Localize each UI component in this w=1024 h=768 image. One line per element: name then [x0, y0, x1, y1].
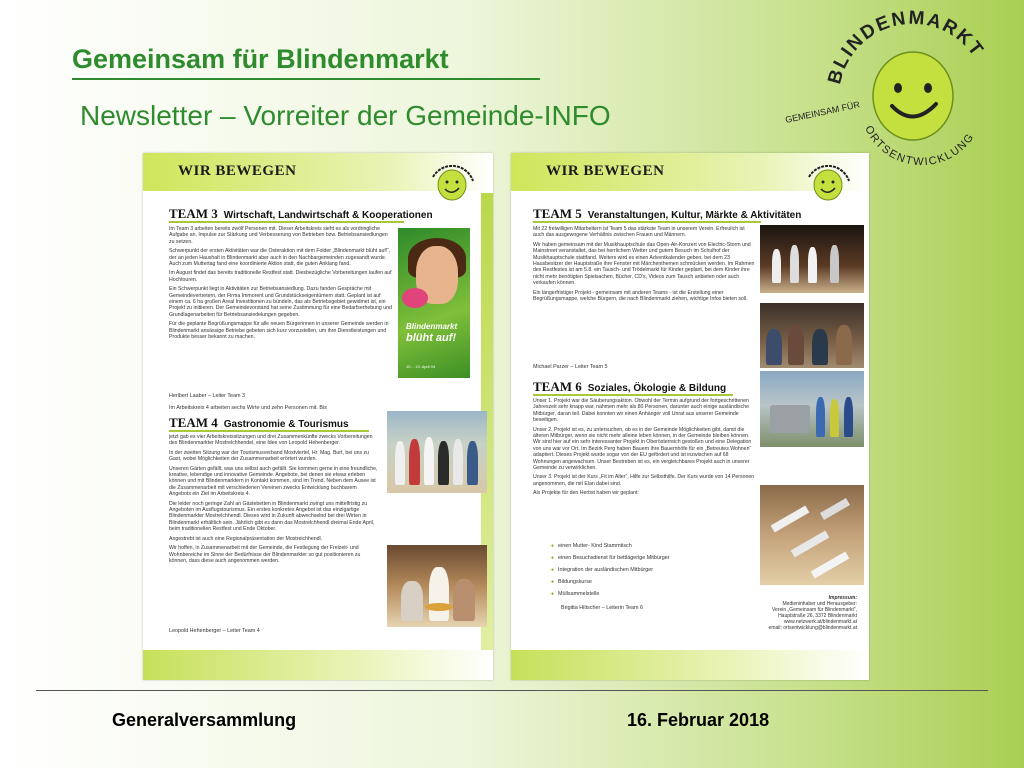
plan-item: ● einen Mutter- Kind Stammtisch [551, 543, 632, 549]
team5-text: Mit 22 freiwilligen Mitarbeitern ist Team 5 das stärkste Team in unserem Verein. Erfreulich ist auch das ausgewogene Verhältnis zwischen Frauen und Männern. Wir haben gemeinsam mit der Musikhauptschule das Open-Air-Konzert von Electric-Storm und Mainstreet veranstaltet, das bei herrlichem Wetter und gutem Besuch im Schulhof der Musikhauptschule stattfand. Weiters wird es einen Adventkalender geben, bei dem 23 Hausbesitzer der Hauptstraße ihre Fenster mit Märchenthemen schmücken werden. Im Rahmen des Restfestes ist am 5.8. ein Tausch- und Trödelmarkt für Kinder geplant, bei dem Kinder ihre nicht mehr benötigten Spielsachen, Bücher, CD's, Videos zum Tausch anbieten oder auch verkaufen können. Ein längerfristiger Projekt - gemeinsam mit anderen Teams - ist die Erstellung einer Begrüßungsmappe, welche Bürgern, die nach Blindenmarkt ziehen, wichtige Infos bieten soll. [533, 226, 755, 303]
smiley-face-icon [873, 52, 953, 140]
promo-flyer-image [398, 228, 470, 378]
team6-rule [533, 394, 733, 396]
team5-heading: TEAM 5 Veranstaltungen, Kultur, Märkte & Aktivitäten [533, 206, 802, 221]
team4-rule [169, 430, 369, 432]
page-footer-bar [511, 650, 869, 680]
team5-signature: Michael Parzer – Leiter Team 5 [533, 364, 608, 370]
dinner-photo [387, 545, 487, 627]
team6-text: Unser 1. Projekt war die Säuberungsaktion. Obwohl der Termin aufgrund der fortgeschrittenen Jahreszeit sehr knapp war, nahmen mehr als 80 Personen, darunter auch einige ausländische Mitbürger, daran teil. Dabei konnten wir einen Anhänger voll Unrat aus unserer Gemeinde beseitigen. Unser 2. Projekt ist es, zu untersuchen, ob es in der Gemeinde Möglichkeiten gibt, damit die älteren Mitbürger, wenn sie nicht mehr alleine leben können, in der Gemeinde bleiben können. Wir sind hier auf ein sehr interessanter Projekt in Oberösterreich gestoßen und eine Delegation von uns war vor Ort. Im Bezirk Perg haben Bauern ihre Bauernhöfe für ein „Betreutes Wohnen“ adaptiert. Dieses Projekt wurde sogar von der EU gefördert und ist inzwischen auf 68 Wohnungen angewachsen. Unser Bestreben ist es, ein vergleichbares Projekt auch in unserer Gemeinde zu verwirklichen. Unser 3. Projekt ist der Kurs „Fit im Alter“, Hilfe zur Selbsthilfe. Der Kurs wurde von 14 Personen angenommen, die mit Elan dabei sind. Als Projekte für den Herbst haben wir geplant: [533, 398, 755, 497]
plan-item: ● Integration der ausländischen Mitbürger [551, 567, 653, 573]
team6-signature: Brigitta Hiltscher – Leiterin Team 6 [561, 605, 643, 611]
plan-item: ● einen Besuchsdienst für bettlägerige Mitbürger [551, 555, 670, 561]
team4-text: jetzt gab es vier Arbeitskreissitzungen und drei Zusammenkünfte zwecks Vorbereitungen des Blindenmarkter Mostrelchhendel, eine Idee von Leopold Hehenberger. In der zweiten Sitzung war der Tourismusverband Mostviertel, Hr. Mag. Burt, bei uns zu Gast, wobei Möglichkeiten der Zusammenarbeit erörtert wurden. Unseren Gärten gefällt, was uns selbst auch gefällt. Sie kommen gerne in eine freundliche, kreative, lebendige und innovative Gemeinde. Angebote, bei denen sie etwas erleben können und mit Blindenmarktern in Kontakt kommen, sind im Trend. Neben dem Ausee ist die Zusammenarbeit mit verschiedenen Vereinen zwecks Entwicklung buchbarem Angebots ein Ziel im Arbeitskreis 4. Die leider noch geringe Zahl an Gästebetten in Blindenmarkt zwingt uns mittelfristig zu Angeboten im Ausflugstourismus. Ein erstes konkretes Angebot ist das einzigartige Blindenmarkter Mostrelchhendl. Dieses wird in Zukunft abwechselnd bei drei Wirten in Blindenmarkt erhältlich sein. Jährlich gibt es dann das Mostrelchhendl dreimal Ende April, beim traditionellen Restfest und Ende Oktober. Angestrebt ist auch eine Regionalpräsentation der Mostreichhendl. Wir hoffen, in Zusammenarbeit mit der Gemeinde, die Festlegung der Freizeit- und Wohnbereiche im Sinne der Bedürfnisse der Blindenmarkter so gut positionieren zu können, dass diese auch angenommen werden. [169, 434, 378, 564]
title-underline [72, 78, 540, 80]
team3-text: Im Team 3 arbeiten bereits zwölf Personen mit. Dieser Arbeitskreis sieht es als vordringliche Aufgabe an, Impulse zur Stärkung und Verbesserung von Betrieben bzw. Betriebsansiedlungen zu setzen. Schwerpunkt der ersten Aktivitäten war die Osteraktion mit dem Folder „Blindenmarkt blüht auf!“, der an jeden Haushalt in Blindenmarkt aber auch in den Nachbargemeinden zugesandt wurde. Auch zum Muttertag fand eine koordinierte Aktion statt, die guten Anklang fand. Im August findet das bereits traditionelle Restfest statt. Diesbezügliche Vorbereitungen laufen auf Hochtouren. Ein Schwerpunkt liegt in Aktivitäten zur Betriebsansiedlung. Dazu fanden Gespräche mit Gemeindevertretern, der Firma Immorent und Grundstückseigentümern statt. Geplant ist auf einem ca. 6 ha großen Areal Investitionen zu bündeln, das als Betriebsgebiet gewidmet ist, ein Projekt zu initiieren. Der Gemeindevorstand hat seine Zustimmung für eine Bedarfserhebung und Grundlagenarbeiten für Betriebsansiedelungen gegeben. Für die geplante Begrüßungsmappe für alle neuen Bürgerinnen in unserer Gemeinde werden in Blindenmarkt ansässige Betriebe gebeten sich kurz vorzustellen, um ihre Dienstleistungen und Produkte besser bekannt zu machen. [169, 226, 392, 341]
promo-date: 10. - 13. April 04 [406, 364, 436, 369]
promo-line2: blüht auf! [406, 332, 457, 344]
footer-event: Generalversammlung [112, 710, 297, 730]
impressum-block: Impressum: Medieninhaber und Herausgeber: Verein „Gemeinsam für Blindenmarkt“, Hauptstraße 26, 3372 Blindenmarkt www.netzwerk.at/blindenmarkt.at email: ortsentwicklung@blindenmarkt.at [768, 595, 857, 631]
logo-brand-text: BLINDENMARKT [824, 10, 988, 87]
newsletter-page-left [143, 153, 493, 680]
page-heading: WIR BEWEGEN [546, 163, 665, 179]
footer-divider [36, 690, 988, 691]
team4-heading: TEAM 4 Gastronomie & Tourismus [169, 415, 349, 430]
page-heading: WIR BEWEGEN [178, 163, 297, 179]
concert-stage-photo [760, 225, 864, 293]
team4-intro-note: Im Arbeitskreis 4 arbeiten sechs Wirte und zehn Personen mit. Bis [169, 405, 327, 411]
team4-signature: Leopold Hehenberger – Leiter Team 4 [169, 628, 260, 634]
group-photo [387, 411, 487, 493]
promo-line1: Blindenmarkt [406, 322, 458, 331]
team6-heading: TEAM 6 Soziales, Ökologie & Bildung [533, 379, 727, 394]
footer-date: 16. Februar 2018 [627, 710, 770, 730]
mini-logo-icon [791, 155, 861, 210]
logo-left-text: GEMEINSAM FÜR [784, 99, 861, 125]
newsletter-page-right [511, 153, 869, 680]
team3-signature: Heribert Laaber – Leiter Team 3 [169, 393, 246, 399]
team3-rule [169, 221, 404, 223]
plan-item: ● Bildungskurse [551, 579, 592, 585]
slide-title: Gemeinsam für Blindenmarkt [72, 44, 449, 74]
page-footer-bar [143, 650, 493, 680]
team3-heading: TEAM 3 Wirtschaft, Landwirtschaft & Kooperationen [169, 206, 433, 221]
plan-item: ● Müllsammelstelle [551, 591, 599, 597]
team5-rule [533, 221, 761, 223]
slide-subtitle: Newsletter – Vorreiter der Gemeinde-INFO [80, 100, 611, 131]
exercise-class-photo [760, 485, 864, 585]
cleanup-photo [760, 371, 864, 447]
logo-bottom-text: ORTSENTWICKLUNG [862, 123, 977, 169]
crowd-photo [760, 303, 864, 368]
mini-logo-icon [415, 155, 485, 210]
